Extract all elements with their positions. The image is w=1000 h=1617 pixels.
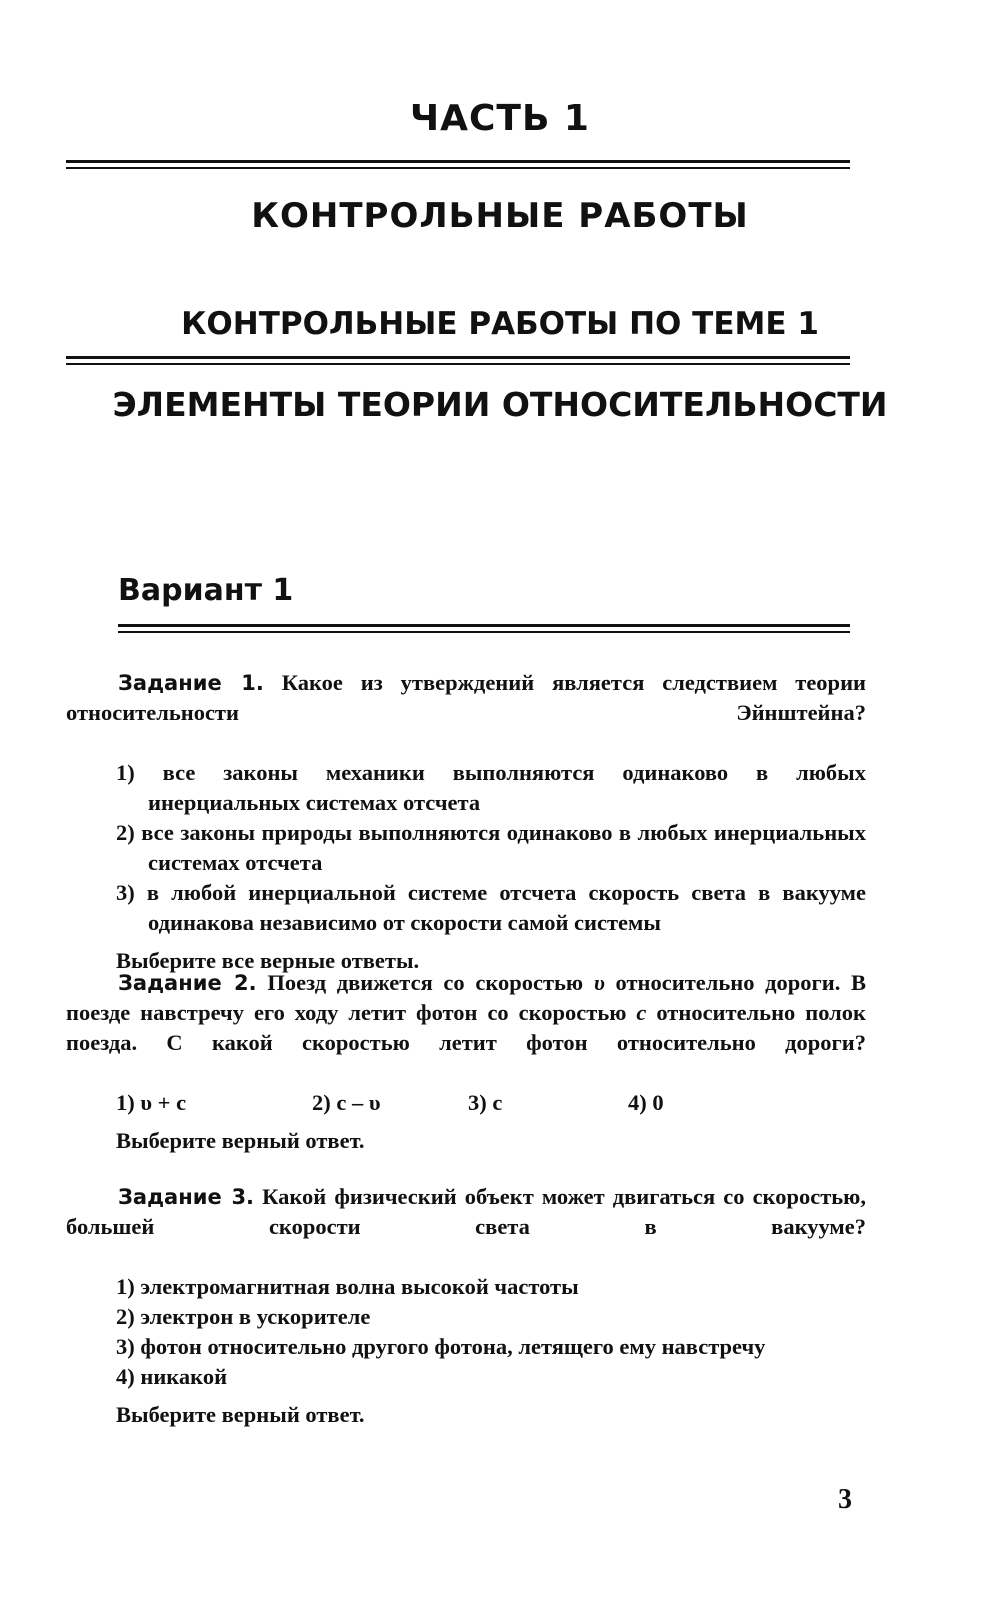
task-1-option-2: 2) все законы природы выполняются одинаково в любых инерциальных системах отсчета [116, 820, 866, 875]
topic-title: КОНТРОЛЬНЫЕ РАБОТЫ ПО ТЕМЕ 1 [181, 306, 819, 342]
page-number: 3 [838, 1484, 852, 1515]
task-3-text: Какой физический объект может двигаться со скоростью, большей скорости света в вакууме? [66, 1184, 866, 1239]
task-3-option-1: 1) электромагнитная волна высокой частоты [116, 1274, 579, 1299]
task-2-answers [66, 1088, 866, 1118]
task-3-label: Задание 3. [118, 1185, 255, 1209]
task-3-option-2: 2) электрон в ускорителе [116, 1304, 371, 1329]
task-3-option-3: 3) фотон относительно другого фотона, летящего ему навстречу [116, 1334, 766, 1359]
task-2-var-c: c [636, 1000, 647, 1025]
task-2-answer-4: 4) 0 [628, 1090, 664, 1115]
task-1-label: Задание 1. [118, 671, 264, 695]
variant-heading: Вариант 1 [118, 573, 294, 608]
task-2 [66, 968, 866, 1156]
task-2-answer-3: 3) c [468, 1090, 503, 1115]
task-2-answer-1: 1) υ + c [116, 1090, 187, 1115]
task-2-prompt: Выберите верный ответ. [116, 1128, 365, 1153]
task-1-text: Какое из утверждений является следствием теории относительности Эйнштейна? [66, 670, 866, 725]
section-title: КОНТРОЛЬНЫЕ РАБОТЫ [251, 196, 749, 236]
header-rule-2 [66, 356, 850, 359]
task-1-option-1: 1) все законы механики выполняются одинаково в любых инерциальных системах отсчета [116, 760, 866, 815]
task-2-answer-2: 2) c – υ [312, 1090, 381, 1115]
part-title: ЧАСТЬ 1 [410, 98, 590, 139]
task-3 [66, 1182, 866, 1430]
task-3-prompt: Выберите верный ответ. [116, 1402, 365, 1427]
topic-name: ЭЛЕМЕНТЫ ТЕОРИИ ОТНОСИТЕЛЬНОСТИ [112, 385, 888, 424]
task-2-text-b: относительно дороги. В поезде навстречу его ходу летит фотон со скоростью [66, 970, 867, 1025]
task-1-prompt: Выберите все верные ответы. [116, 948, 420, 973]
task-2-text-c: относительно полок поезда. С какой скоростью летит фотон относительно дороги? [66, 1000, 866, 1055]
header-rule-1 [66, 160, 850, 163]
task-3-option-4: 4) никакой [116, 1364, 228, 1389]
task-2-var-v: υ [593, 970, 605, 995]
task-2-text-a: Поезд движется со скоростью [267, 970, 584, 995]
task-1 [66, 668, 866, 976]
variant-rule [118, 624, 850, 627]
task-2-label: Задание 2. [118, 971, 257, 995]
task-1-option-3: 3) в любой инерциальной системе отсчета скорость света в вакууме одинакова независимо от скорости самой системы [116, 880, 866, 935]
